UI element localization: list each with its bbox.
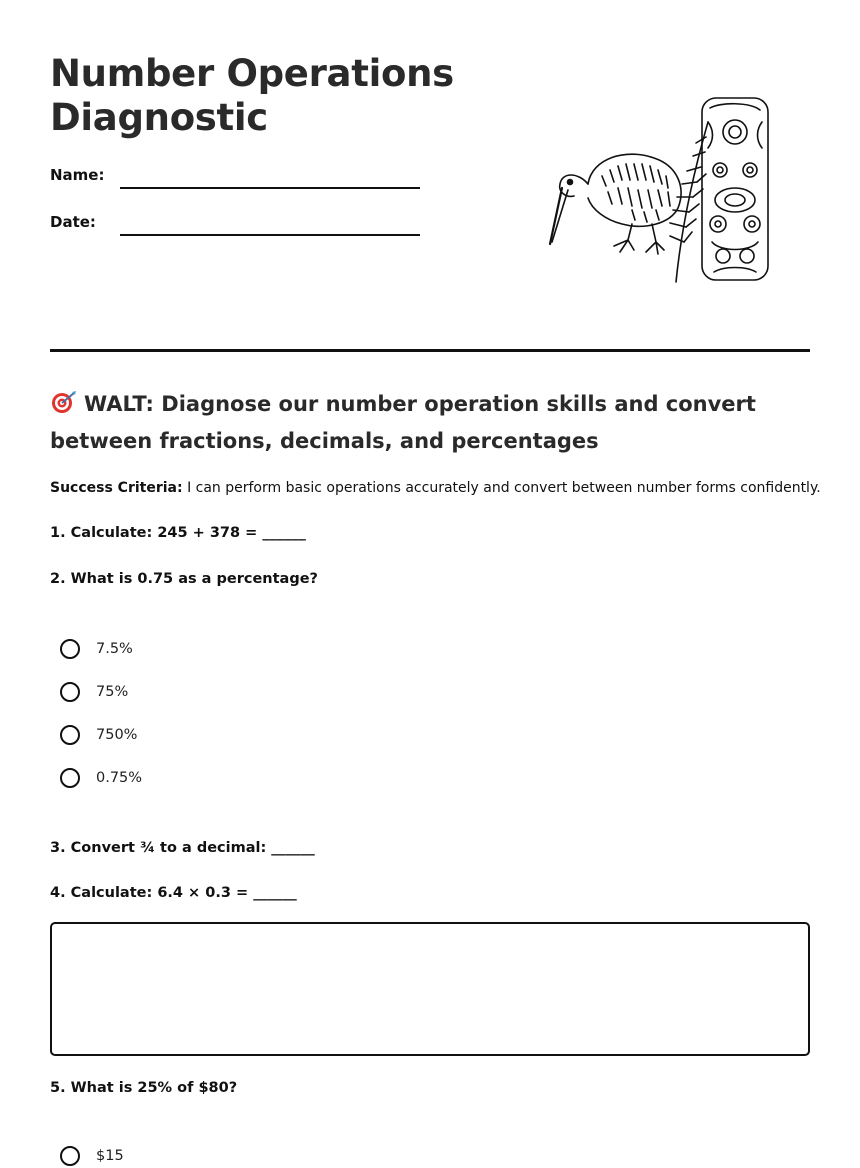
option-label: 0.75% [96, 770, 143, 786]
walt-heading [50, 386, 810, 460]
question-1: 1. Calculate: 245 + 378 = ______ [50, 525, 306, 541]
success-criteria-label: Success Criteria: [50, 480, 183, 496]
option-label: 75% [96, 684, 129, 700]
section-divider [50, 349, 810, 352]
question-3: 3. Convert ¾ to a decimal: ______ [50, 840, 315, 856]
option-label: 750% [96, 727, 138, 743]
radio-button[interactable] [60, 768, 80, 788]
success-criteria [50, 480, 830, 496]
name-label: Name: [50, 166, 105, 184]
option-label: $15 [96, 1148, 124, 1164]
date-field[interactable] [120, 234, 420, 236]
radio-button[interactable] [60, 1146, 80, 1166]
name-field[interactable] [120, 187, 420, 189]
radio-button[interactable] [60, 639, 80, 659]
option-label: 7.5% [96, 641, 133, 657]
option-row[interactable] [60, 637, 133, 661]
date-label: Date: [50, 213, 96, 231]
question-5: 5. What is 25% of $80? [50, 1080, 238, 1096]
question-4: 4. Calculate: 6.4 × 0.3 = ______ [50, 885, 297, 901]
radio-button[interactable] [60, 682, 80, 702]
answer-textarea[interactable] [50, 922, 810, 1056]
page-title [50, 52, 454, 140]
option-row[interactable] [60, 723, 137, 747]
question-2: 2. What is 0.75 as a percentage? [50, 571, 318, 587]
option-row[interactable] [60, 680, 128, 704]
title-line-1: Number Operations [50, 52, 454, 95]
kiwi-bird-and-carving-icon [548, 92, 778, 288]
title-line-2: Diagnostic [50, 96, 268, 139]
success-criteria-text: I can perform basic operations accurately and convert between number forms confidently. [187, 480, 821, 496]
radio-button[interactable] [60, 725, 80, 745]
option-row[interactable] [60, 1144, 124, 1168]
option-row[interactable] [60, 766, 142, 790]
walt-text: WALT: Diagnose our number operation skills and convert between fractions, decimals, and percentages [50, 392, 756, 453]
target-dart-icon [50, 390, 78, 414]
